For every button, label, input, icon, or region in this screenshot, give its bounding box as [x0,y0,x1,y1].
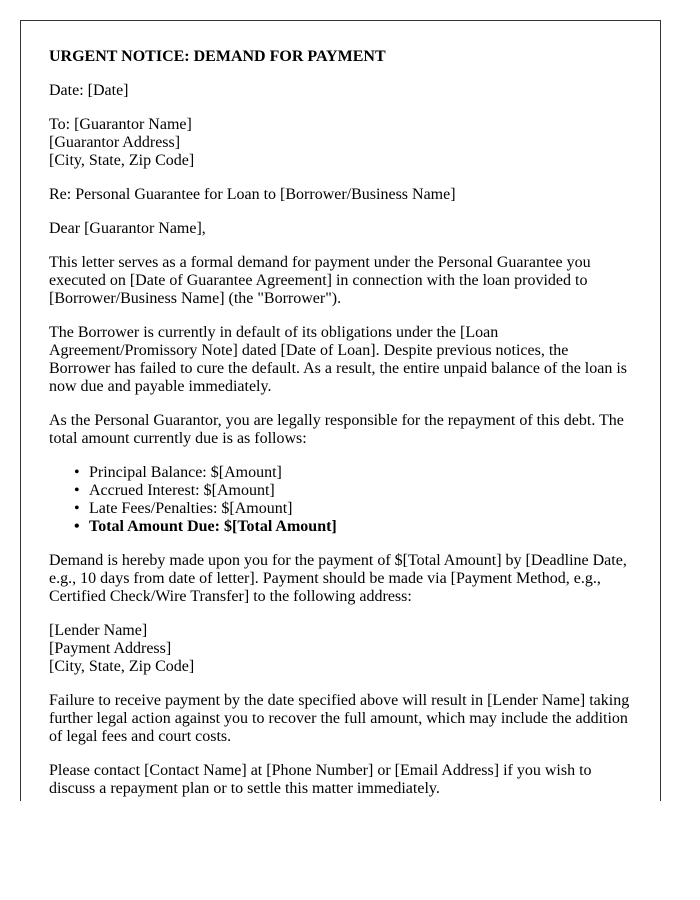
list-item-principal [74,464,632,482]
list-item-late-fees [74,500,632,518]
bullet-icon: • [74,518,80,535]
list-item-label: Total Amount Due: $[Total Amount] [89,518,337,535]
paragraph-responsibility: As the Personal Guarantor, you are legally responsible for the repayment of this debt. The total amount currently due is as follows: [49,412,624,447]
letter-title: URGENT NOTICE: DEMAND FOR PAYMENT [49,48,386,65]
list-item-label: Principal Balance: $[Amount] [89,464,282,481]
lender-name: [Lender Name] [49,622,148,639]
list-item-label: Accrued Interest: $[Amount] [89,482,275,499]
paragraph-contact: Please contact [Contact Name] at [Phone Number] or [Email Address] if you wish to discuss a repayment plan or to settle this matter immediately. [49,762,592,797]
bullet-icon: • [74,482,80,499]
payment-address [49,622,632,676]
subject-line: Re: Personal Guarantee for Loan to [Borrower/Business Name] [49,186,456,203]
paragraph-intro: This letter serves as a formal demand for payment under the Personal Guarantee you executed on [Date of Guarantee Agreement] in connection with the loan provided to [Borrower/Business Name] (the "Borrower"). [49,254,591,307]
recipient-street: [Guarantor Address] [49,134,181,151]
date-line: Date: [Date] [49,82,129,99]
recipient-address [49,116,632,170]
list-item-total [74,518,632,536]
letter-document [20,20,661,801]
payment-street: [Payment Address] [49,640,172,657]
paragraph-consequence: Failure to receive payment by the date specified above will result in [Lender Name] taking further legal action against you to recover the full amount, which may include the addition of legal fees and court costs. [49,692,630,745]
paragraph-default: The Borrower is currently in default of its obligations under the [Loan Agreement/Promissory Note] dated [Date of Loan]. Despite previous notices, the Borrower has failed to cure the default. As a result, the entire unpaid balance of the loan is now due and payable immediately. [49,324,628,395]
recipient-name: To: [Guarantor Name] [49,116,192,133]
list-item-interest [74,482,632,500]
recipient-city: [City, State, Zip Code] [49,152,195,169]
salutation: Dear [Guarantor Name], [49,220,206,237]
amounts-list [49,464,632,536]
list-item-label: Late Fees/Penalties: $[Amount] [89,500,293,517]
payment-city: [City, State, Zip Code] [49,658,195,675]
bullet-icon: • [74,500,80,517]
paragraph-demand: Demand is hereby made upon you for the payment of $[Total Amount] by [Deadline Date, e.g., 10 days from date of letter]. Payment should be made via [Payment Method, e.g., Certified Check/Wire Transfer] to the following address: [49,552,627,605]
bullet-icon: • [74,464,80,481]
